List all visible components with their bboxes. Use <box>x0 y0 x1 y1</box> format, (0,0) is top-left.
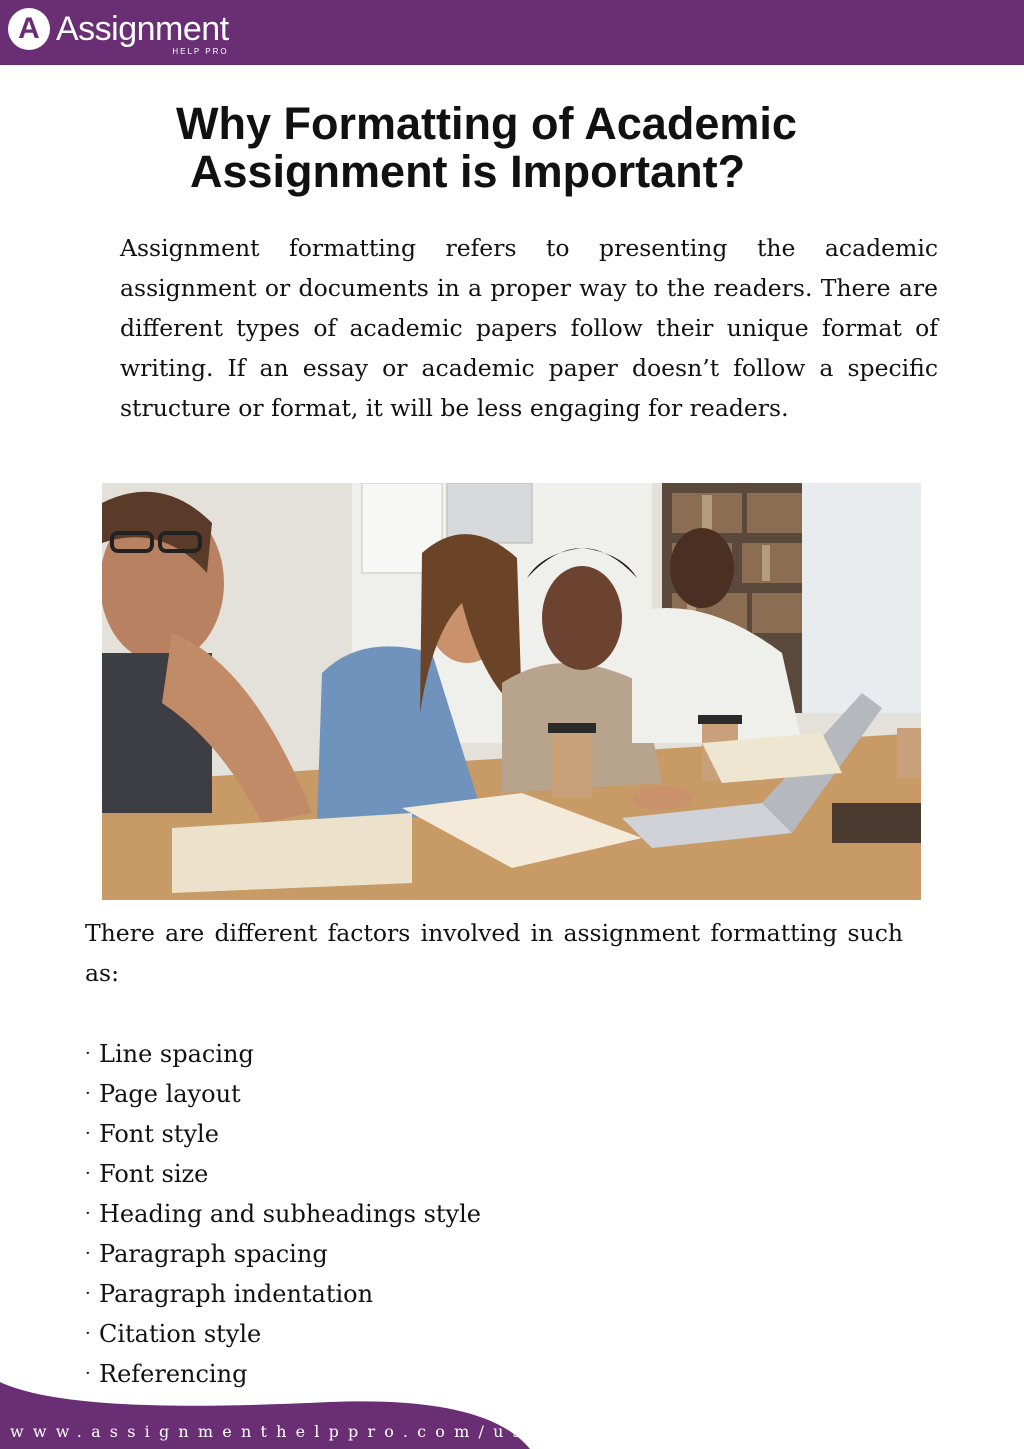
bullet-icon: · <box>85 1283 91 1304</box>
list-item-label: Font size <box>99 1160 209 1188</box>
list-item-label: Line spacing <box>99 1040 254 1068</box>
bullet-icon: · <box>85 1363 91 1384</box>
bullet-icon: · <box>85 1323 91 1344</box>
bullet-icon: · <box>85 1243 91 1264</box>
bullet-icon: · <box>85 1203 91 1224</box>
list-item <box>85 1314 481 1354</box>
factors-intro: There are different factors involved in assignment formatting such as: <box>85 919 903 987</box>
bullet-icon: · <box>85 1163 91 1184</box>
list-item-label: Paragraph indentation <box>99 1280 374 1308</box>
list-item <box>85 1034 481 1074</box>
logo-mark-icon <box>8 8 50 50</box>
list-item <box>85 1074 481 1114</box>
footer-website-link[interactable]: www.assignmenthelppro.com/us/ <box>10 1422 545 1441</box>
list-item-label: Referencing <box>99 1360 248 1388</box>
bullet-icon: · <box>85 1123 91 1144</box>
brand-tagline: HELP PRO <box>172 47 229 56</box>
title-line-2: Assignment is Important? <box>190 146 746 197</box>
list-item-label: Font style <box>99 1120 219 1148</box>
list-item <box>85 1234 481 1274</box>
list-item-label: Paragraph spacing <box>99 1240 328 1268</box>
title-line-1: Why Formatting of Academic <box>176 98 797 149</box>
students-photo <box>102 483 921 900</box>
logo-text <box>56 10 229 56</box>
bullet-icon: · <box>85 1043 91 1064</box>
list-item <box>85 1194 481 1234</box>
brand-logo[interactable] <box>8 6 229 56</box>
factors-list <box>85 1034 481 1394</box>
header-bar <box>0 0 1024 65</box>
list-item-label: Heading and subheadings style <box>99 1200 481 1228</box>
list-item-label: Page layout <box>99 1080 241 1108</box>
logo-letter: A <box>18 12 40 45</box>
students-photo-illustration <box>102 483 921 900</box>
list-item <box>85 1154 481 1194</box>
intro-paragraph: Assignment formatting refers to presenting the academic assignment or documents in a proper way to the readers. There are different types of academic papers follow their unique format of writing. If an essay or academic paper doesn’t follow a specific structure or format, it will be less engaging for readers. <box>120 234 938 422</box>
list-item-label: Citation style <box>99 1320 262 1348</box>
list-item <box>85 1114 481 1154</box>
list-item <box>85 1274 481 1314</box>
page-title <box>176 100 856 196</box>
brand-name: Assignment <box>56 10 229 48</box>
bullet-icon: · <box>85 1083 91 1104</box>
